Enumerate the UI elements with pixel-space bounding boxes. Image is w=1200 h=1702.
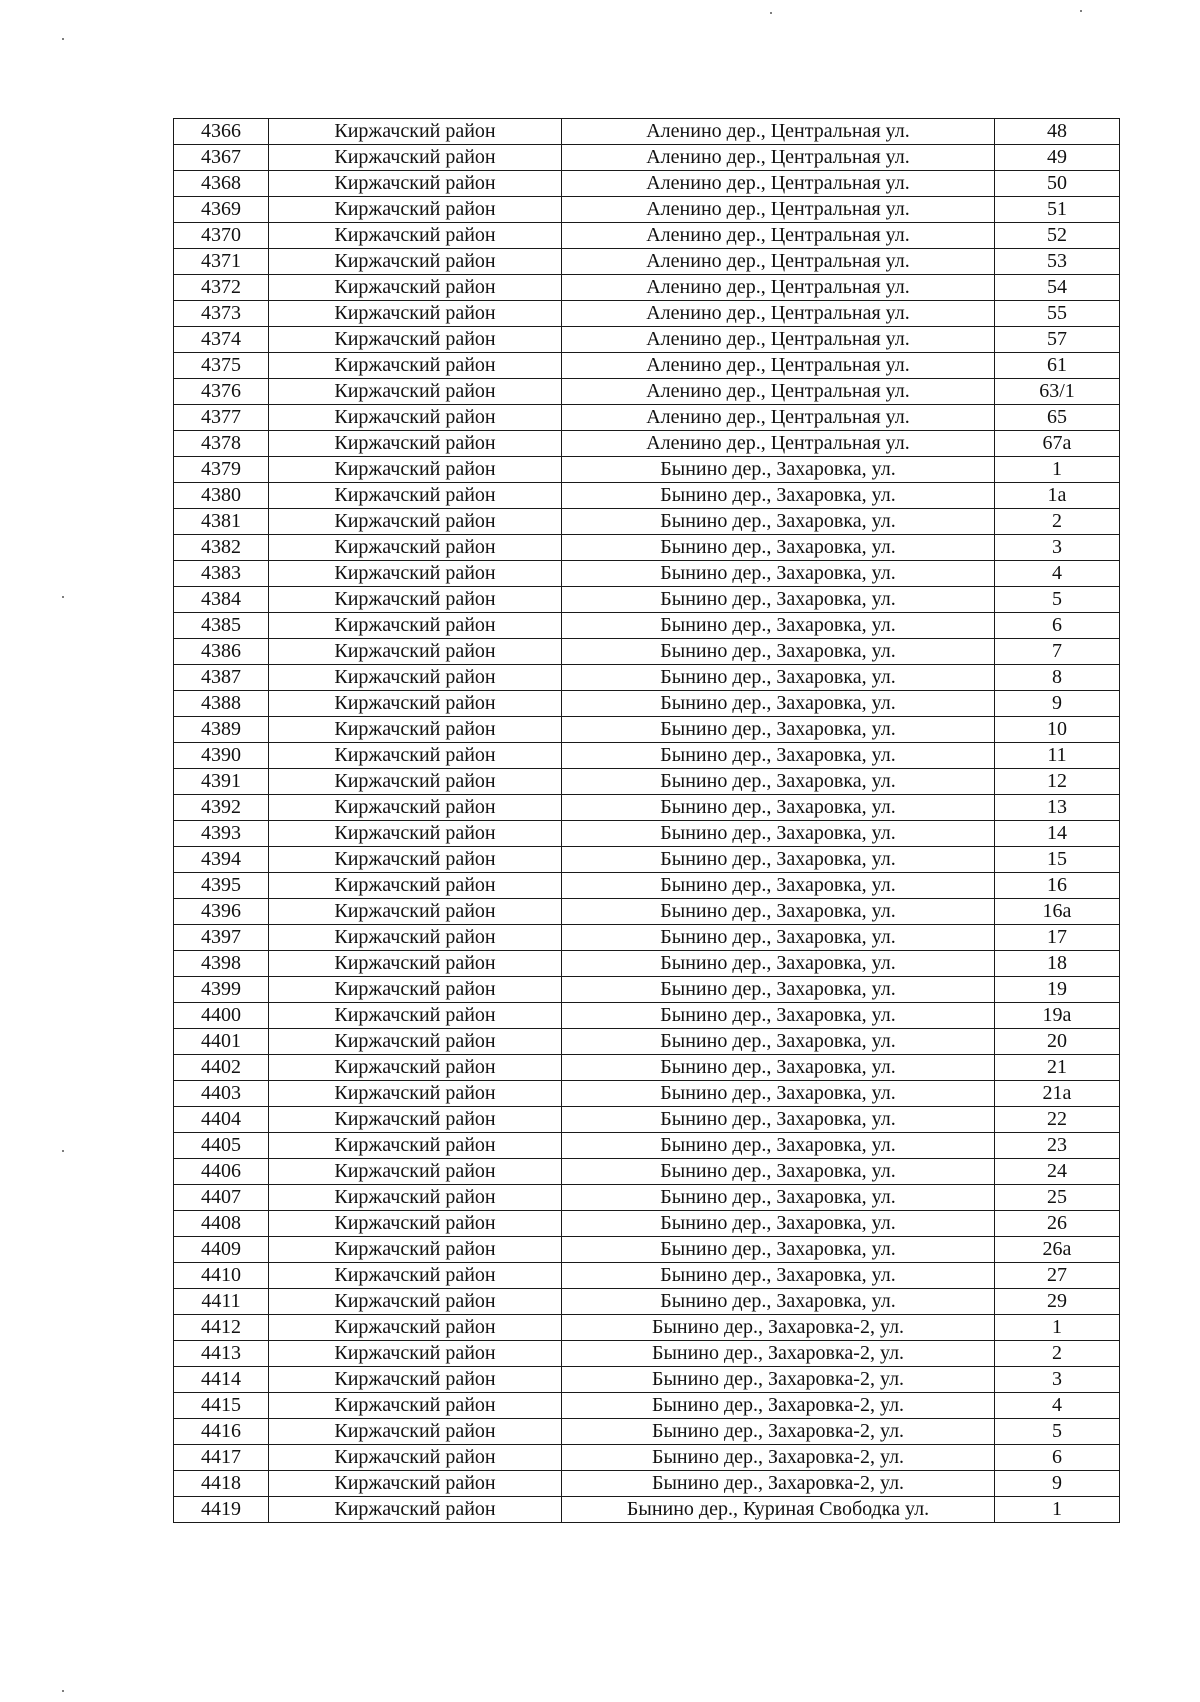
address-cell: Аленино дер., Центральная ул.	[562, 145, 995, 171]
address-cell: Бынино дер., Захаровка, ул.	[562, 925, 995, 951]
district-cell: Киржачский район	[269, 1263, 562, 1289]
record-number-cell: 4382	[174, 535, 269, 561]
district-cell: Киржачский район	[269, 613, 562, 639]
record-number-cell: 4383	[174, 561, 269, 587]
address-cell: Бынино дер., Захаровка, ул.	[562, 1055, 995, 1081]
address-cell: Бынино дер., Захаровка, ул.	[562, 483, 995, 509]
house-number-cell: 1	[995, 1315, 1120, 1341]
address-cell: Бынино дер., Захаровка, ул.	[562, 951, 995, 977]
address-cell: Бынино дер., Захаровка, ул.	[562, 977, 995, 1003]
record-number-cell: 4405	[174, 1133, 269, 1159]
record-number-cell: 4419	[174, 1497, 269, 1523]
address-cell: Бынино дер., Захаровка, ул.	[562, 873, 995, 899]
record-number-cell: 4411	[174, 1289, 269, 1315]
house-number-cell: 6	[995, 613, 1120, 639]
table-row	[174, 1497, 1120, 1523]
record-number-cell: 4404	[174, 1107, 269, 1133]
address-cell: Аленино дер., Центральная ул.	[562, 171, 995, 197]
record-number-cell: 4398	[174, 951, 269, 977]
record-number-cell: 4381	[174, 509, 269, 535]
record-number-cell: 4372	[174, 275, 269, 301]
table-row	[174, 1263, 1120, 1289]
address-cell: Бынино дер., Захаровка-2, ул.	[562, 1419, 995, 1445]
address-cell: Бынино дер., Захаровка, ул.	[562, 691, 995, 717]
record-number-cell: 4418	[174, 1471, 269, 1497]
record-number-cell: 4377	[174, 405, 269, 431]
house-number-cell: 26	[995, 1211, 1120, 1237]
district-cell: Киржачский район	[269, 405, 562, 431]
record-number-cell: 4401	[174, 1029, 269, 1055]
house-number-cell: 4	[995, 1393, 1120, 1419]
address-cell: Бынино дер., Захаровка-2, ул.	[562, 1393, 995, 1419]
record-number-cell: 4407	[174, 1185, 269, 1211]
district-cell: Киржачский район	[269, 1003, 562, 1029]
table-row	[174, 1211, 1120, 1237]
district-cell: Киржачский район	[269, 197, 562, 223]
house-number-cell: 12	[995, 769, 1120, 795]
record-number-cell: 4392	[174, 795, 269, 821]
record-number-cell: 4391	[174, 769, 269, 795]
record-number-cell: 4380	[174, 483, 269, 509]
address-cell: Бынино дер., Захаровка, ул.	[562, 795, 995, 821]
house-number-cell: 2	[995, 1341, 1120, 1367]
district-cell: Киржачский район	[269, 847, 562, 873]
district-cell: Киржачский район	[269, 171, 562, 197]
table-row	[174, 743, 1120, 769]
house-number-cell: 3	[995, 1367, 1120, 1393]
address-cell: Бынино дер., Захаровка, ул.	[562, 769, 995, 795]
district-cell: Киржачский район	[269, 1419, 562, 1445]
house-number-cell: 16а	[995, 899, 1120, 925]
address-cell: Аленино дер., Центральная ул.	[562, 353, 995, 379]
table-row	[174, 1419, 1120, 1445]
address-cell: Аленино дер., Центральная ул.	[562, 197, 995, 223]
address-cell: Бынино дер., Захаровка, ул.	[562, 1263, 995, 1289]
address-cell: Аленино дер., Центральная ул.	[562, 327, 995, 353]
district-cell: Киржачский район	[269, 1185, 562, 1211]
address-cell: Бынино дер., Захаровка, ул.	[562, 613, 995, 639]
address-cell: Бынино дер., Захаровка, ул.	[562, 743, 995, 769]
record-number-cell: 4393	[174, 821, 269, 847]
record-number-cell: 4403	[174, 1081, 269, 1107]
table-row	[174, 1003, 1120, 1029]
address-cell: Аленино дер., Центральная ул.	[562, 379, 995, 405]
address-cell: Бынино дер., Захаровка, ул.	[562, 587, 995, 613]
address-cell: Аленино дер., Центральная ул.	[562, 275, 995, 301]
district-cell: Киржачский район	[269, 535, 562, 561]
scan-speck	[62, 38, 64, 40]
table-row	[174, 1341, 1120, 1367]
district-cell: Киржачский район	[269, 1341, 562, 1367]
address-cell: Бынино дер., Захаровка, ул.	[562, 535, 995, 561]
record-number-cell: 4373	[174, 301, 269, 327]
house-number-cell: 53	[995, 249, 1120, 275]
house-number-cell: 17	[995, 925, 1120, 951]
house-number-cell: 14	[995, 821, 1120, 847]
house-number-cell: 22	[995, 1107, 1120, 1133]
house-number-cell: 9	[995, 1471, 1120, 1497]
district-cell: Киржачский район	[269, 977, 562, 1003]
district-cell: Киржачский район	[269, 821, 562, 847]
table-row	[174, 795, 1120, 821]
table-row	[174, 119, 1120, 145]
table-row	[174, 639, 1120, 665]
table-row	[174, 483, 1120, 509]
district-cell: Киржачский район	[269, 795, 562, 821]
house-number-cell: 29	[995, 1289, 1120, 1315]
address-cell: Бынино дер., Захаровка, ул.	[562, 509, 995, 535]
district-cell: Киржачский район	[269, 1081, 562, 1107]
address-cell: Аленино дер., Центральная ул.	[562, 223, 995, 249]
record-number-cell: 4366	[174, 119, 269, 145]
house-number-cell: 21	[995, 1055, 1120, 1081]
table-row	[174, 613, 1120, 639]
scan-speck	[62, 1690, 64, 1692]
record-number-cell: 4416	[174, 1419, 269, 1445]
record-number-cell: 4379	[174, 457, 269, 483]
record-number-cell: 4406	[174, 1159, 269, 1185]
table-row	[174, 1133, 1120, 1159]
district-cell: Киржачский район	[269, 483, 562, 509]
address-cell: Бынино дер., Захаровка, ул.	[562, 1185, 995, 1211]
table-row	[174, 717, 1120, 743]
table-row	[174, 691, 1120, 717]
district-cell: Киржачский район	[269, 1471, 562, 1497]
record-number-cell: 4412	[174, 1315, 269, 1341]
address-cell: Аленино дер., Центральная ул.	[562, 301, 995, 327]
district-cell: Киржачский район	[269, 327, 562, 353]
record-number-cell: 4387	[174, 665, 269, 691]
district-cell: Киржачский район	[269, 873, 562, 899]
district-cell: Киржачский район	[269, 301, 562, 327]
house-number-cell: 51	[995, 197, 1120, 223]
address-cell: Бынино дер., Захаровка, ул.	[562, 457, 995, 483]
district-cell: Киржачский район	[269, 379, 562, 405]
district-cell: Киржачский район	[269, 665, 562, 691]
district-cell: Киржачский район	[269, 275, 562, 301]
address-cell: Бынино дер., Куриная Свободка ул.	[562, 1497, 995, 1523]
record-number-cell: 4399	[174, 977, 269, 1003]
address-cell: Бынино дер., Захаровка, ул.	[562, 847, 995, 873]
table-row	[174, 899, 1120, 925]
district-cell: Киржачский район	[269, 743, 562, 769]
district-cell: Киржачский район	[269, 353, 562, 379]
district-cell: Киржачский район	[269, 1029, 562, 1055]
table-row	[174, 1367, 1120, 1393]
district-cell: Киржачский район	[269, 431, 562, 457]
record-number-cell: 4368	[174, 171, 269, 197]
district-cell: Киржачский район	[269, 691, 562, 717]
record-number-cell: 4402	[174, 1055, 269, 1081]
table-row	[174, 379, 1120, 405]
table-row	[174, 405, 1120, 431]
record-number-cell: 4409	[174, 1237, 269, 1263]
address-cell: Бынино дер., Захаровка, ул.	[562, 665, 995, 691]
table-row	[174, 327, 1120, 353]
record-number-cell: 4384	[174, 587, 269, 613]
house-number-cell: 5	[995, 587, 1120, 613]
table-row	[174, 223, 1120, 249]
address-cell: Бынино дер., Захаровка, ул.	[562, 899, 995, 925]
table-row	[174, 665, 1120, 691]
house-number-cell: 48	[995, 119, 1120, 145]
district-cell: Киржачский район	[269, 1159, 562, 1185]
record-number-cell: 4400	[174, 1003, 269, 1029]
house-number-cell: 18	[995, 951, 1120, 977]
house-number-cell: 8	[995, 665, 1120, 691]
house-number-cell: 10	[995, 717, 1120, 743]
table-row	[174, 951, 1120, 977]
table-row	[174, 873, 1120, 899]
address-cell: Бынино дер., Захаровка, ул.	[562, 1289, 995, 1315]
house-number-cell: 25	[995, 1185, 1120, 1211]
district-cell: Киржачский район	[269, 925, 562, 951]
table-row	[174, 1081, 1120, 1107]
district-cell: Киржачский район	[269, 951, 562, 977]
record-number-cell: 4396	[174, 899, 269, 925]
table-row	[174, 821, 1120, 847]
house-number-cell: 4	[995, 561, 1120, 587]
table-row	[174, 977, 1120, 1003]
table-row	[174, 1185, 1120, 1211]
house-number-cell: 6	[995, 1445, 1120, 1471]
district-cell: Киржачский район	[269, 457, 562, 483]
record-number-cell: 4386	[174, 639, 269, 665]
house-number-cell: 54	[995, 275, 1120, 301]
table-row	[174, 1445, 1120, 1471]
district-cell: Киржачский район	[269, 1445, 562, 1471]
record-number-cell: 4417	[174, 1445, 269, 1471]
district-cell: Киржачский район	[269, 145, 562, 171]
house-number-cell: 9	[995, 691, 1120, 717]
address-cell: Бынино дер., Захаровка-2, ул.	[562, 1341, 995, 1367]
house-number-cell: 61	[995, 353, 1120, 379]
district-cell: Киржачский район	[269, 223, 562, 249]
record-number-cell: 4375	[174, 353, 269, 379]
record-number-cell: 4376	[174, 379, 269, 405]
address-cell: Бынино дер., Захаровка, ул.	[562, 717, 995, 743]
house-number-cell: 3	[995, 535, 1120, 561]
address-cell: Бынино дер., Захаровка, ул.	[562, 1237, 995, 1263]
table-row	[174, 197, 1120, 223]
address-cell: Бынино дер., Захаровка, ул.	[562, 561, 995, 587]
table-row	[174, 847, 1120, 873]
scan-speck	[1080, 10, 1082, 12]
house-number-cell: 2	[995, 509, 1120, 535]
table-row	[174, 1393, 1120, 1419]
address-cell: Аленино дер., Центральная ул.	[562, 119, 995, 145]
table-row	[174, 171, 1120, 197]
address-cell: Бынино дер., Захаровка-2, ул.	[562, 1445, 995, 1471]
table-row	[174, 587, 1120, 613]
district-cell: Киржачский район	[269, 587, 562, 613]
record-number-cell: 4408	[174, 1211, 269, 1237]
record-number-cell: 4394	[174, 847, 269, 873]
address-cell: Бынино дер., Захаровка, ул.	[562, 1211, 995, 1237]
district-cell: Киржачский район	[269, 1107, 562, 1133]
address-cell: Бынино дер., Захаровка, ул.	[562, 821, 995, 847]
house-number-cell: 49	[995, 145, 1120, 171]
table-row	[174, 457, 1120, 483]
address-cell: Бынино дер., Захаровка, ул.	[562, 1029, 995, 1055]
record-number-cell: 4378	[174, 431, 269, 457]
district-cell: Киржачский район	[269, 1211, 562, 1237]
table-body	[174, 119, 1120, 1523]
table-row	[174, 1107, 1120, 1133]
scan-speck	[770, 12, 772, 14]
table-row	[174, 769, 1120, 795]
record-number-cell: 4415	[174, 1393, 269, 1419]
address-cell: Бынино дер., Захаровка, ул.	[562, 1081, 995, 1107]
table-row	[174, 1471, 1120, 1497]
record-number-cell: 4371	[174, 249, 269, 275]
record-number-cell: 4389	[174, 717, 269, 743]
house-number-cell: 26а	[995, 1237, 1120, 1263]
table-row	[174, 145, 1120, 171]
house-number-cell: 13	[995, 795, 1120, 821]
house-number-cell: 19а	[995, 1003, 1120, 1029]
house-number-cell: 11	[995, 743, 1120, 769]
house-number-cell: 67а	[995, 431, 1120, 457]
district-cell: Киржачский район	[269, 1237, 562, 1263]
table-row	[174, 1159, 1120, 1185]
house-number-cell: 21а	[995, 1081, 1120, 1107]
house-number-cell: 57	[995, 327, 1120, 353]
record-number-cell: 4367	[174, 145, 269, 171]
address-register-table	[173, 118, 1120, 1523]
record-number-cell: 4395	[174, 873, 269, 899]
district-cell: Киржачский район	[269, 119, 562, 145]
record-number-cell: 4388	[174, 691, 269, 717]
address-cell: Бынино дер., Захаровка, ул.	[562, 1003, 995, 1029]
house-number-cell: 15	[995, 847, 1120, 873]
table-row	[174, 1055, 1120, 1081]
table-row	[174, 535, 1120, 561]
house-number-cell: 24	[995, 1159, 1120, 1185]
house-number-cell: 19	[995, 977, 1120, 1003]
address-cell: Аленино дер., Центральная ул.	[562, 405, 995, 431]
house-number-cell: 55	[995, 301, 1120, 327]
house-number-cell: 1	[995, 457, 1120, 483]
district-cell: Киржачский район	[269, 1133, 562, 1159]
address-cell: Бынино дер., Захаровка, ул.	[562, 1159, 995, 1185]
district-cell: Киржачский район	[269, 769, 562, 795]
house-number-cell: 23	[995, 1133, 1120, 1159]
house-number-cell: 1	[995, 1497, 1120, 1523]
address-cell: Бынино дер., Захаровка, ул.	[562, 1133, 995, 1159]
district-cell: Киржачский район	[269, 1315, 562, 1341]
district-cell: Киржачский район	[269, 1367, 562, 1393]
house-number-cell: 5	[995, 1419, 1120, 1445]
district-cell: Киржачский район	[269, 639, 562, 665]
house-number-cell: 63/1	[995, 379, 1120, 405]
record-number-cell: 4369	[174, 197, 269, 223]
district-cell: Киржачский район	[269, 1289, 562, 1315]
table-row	[174, 301, 1120, 327]
district-cell: Киржачский район	[269, 1393, 562, 1419]
record-number-cell: 4413	[174, 1341, 269, 1367]
address-cell: Аленино дер., Центральная ул.	[562, 249, 995, 275]
table-row	[174, 1315, 1120, 1341]
address-cell: Бынино дер., Захаровка-2, ул.	[562, 1367, 995, 1393]
district-cell: Киржачский район	[269, 1055, 562, 1081]
table-row	[174, 925, 1120, 951]
district-cell: Киржачский район	[269, 509, 562, 535]
house-number-cell: 65	[995, 405, 1120, 431]
house-number-cell: 16	[995, 873, 1120, 899]
table-row	[174, 509, 1120, 535]
address-cell: Бынино дер., Захаровка-2, ул.	[562, 1471, 995, 1497]
district-cell: Киржачский район	[269, 1497, 562, 1523]
table-row	[174, 1289, 1120, 1315]
house-number-cell: 50	[995, 171, 1120, 197]
house-number-cell: 7	[995, 639, 1120, 665]
house-number-cell: 27	[995, 1263, 1120, 1289]
scan-speck	[62, 1150, 64, 1152]
house-number-cell: 20	[995, 1029, 1120, 1055]
record-number-cell: 4385	[174, 613, 269, 639]
record-number-cell: 4410	[174, 1263, 269, 1289]
district-cell: Киржачский район	[269, 717, 562, 743]
address-cell: Бынино дер., Захаровка, ул.	[562, 639, 995, 665]
table-row	[174, 1029, 1120, 1055]
table-row	[174, 431, 1120, 457]
table-row	[174, 353, 1120, 379]
address-cell: Бынино дер., Захаровка-2, ул.	[562, 1315, 995, 1341]
scan-speck	[62, 596, 64, 598]
table-row	[174, 249, 1120, 275]
district-cell: Киржачский район	[269, 249, 562, 275]
record-number-cell: 4374	[174, 327, 269, 353]
record-number-cell: 4370	[174, 223, 269, 249]
record-number-cell: 4414	[174, 1367, 269, 1393]
table-row	[174, 1237, 1120, 1263]
table-row	[174, 275, 1120, 301]
table-row	[174, 561, 1120, 587]
district-cell: Киржачский район	[269, 899, 562, 925]
house-number-cell: 52	[995, 223, 1120, 249]
address-cell: Бынино дер., Захаровка, ул.	[562, 1107, 995, 1133]
record-number-cell: 4390	[174, 743, 269, 769]
address-cell: Аленино дер., Центральная ул.	[562, 431, 995, 457]
record-number-cell: 4397	[174, 925, 269, 951]
house-number-cell: 1а	[995, 483, 1120, 509]
district-cell: Киржачский район	[269, 561, 562, 587]
